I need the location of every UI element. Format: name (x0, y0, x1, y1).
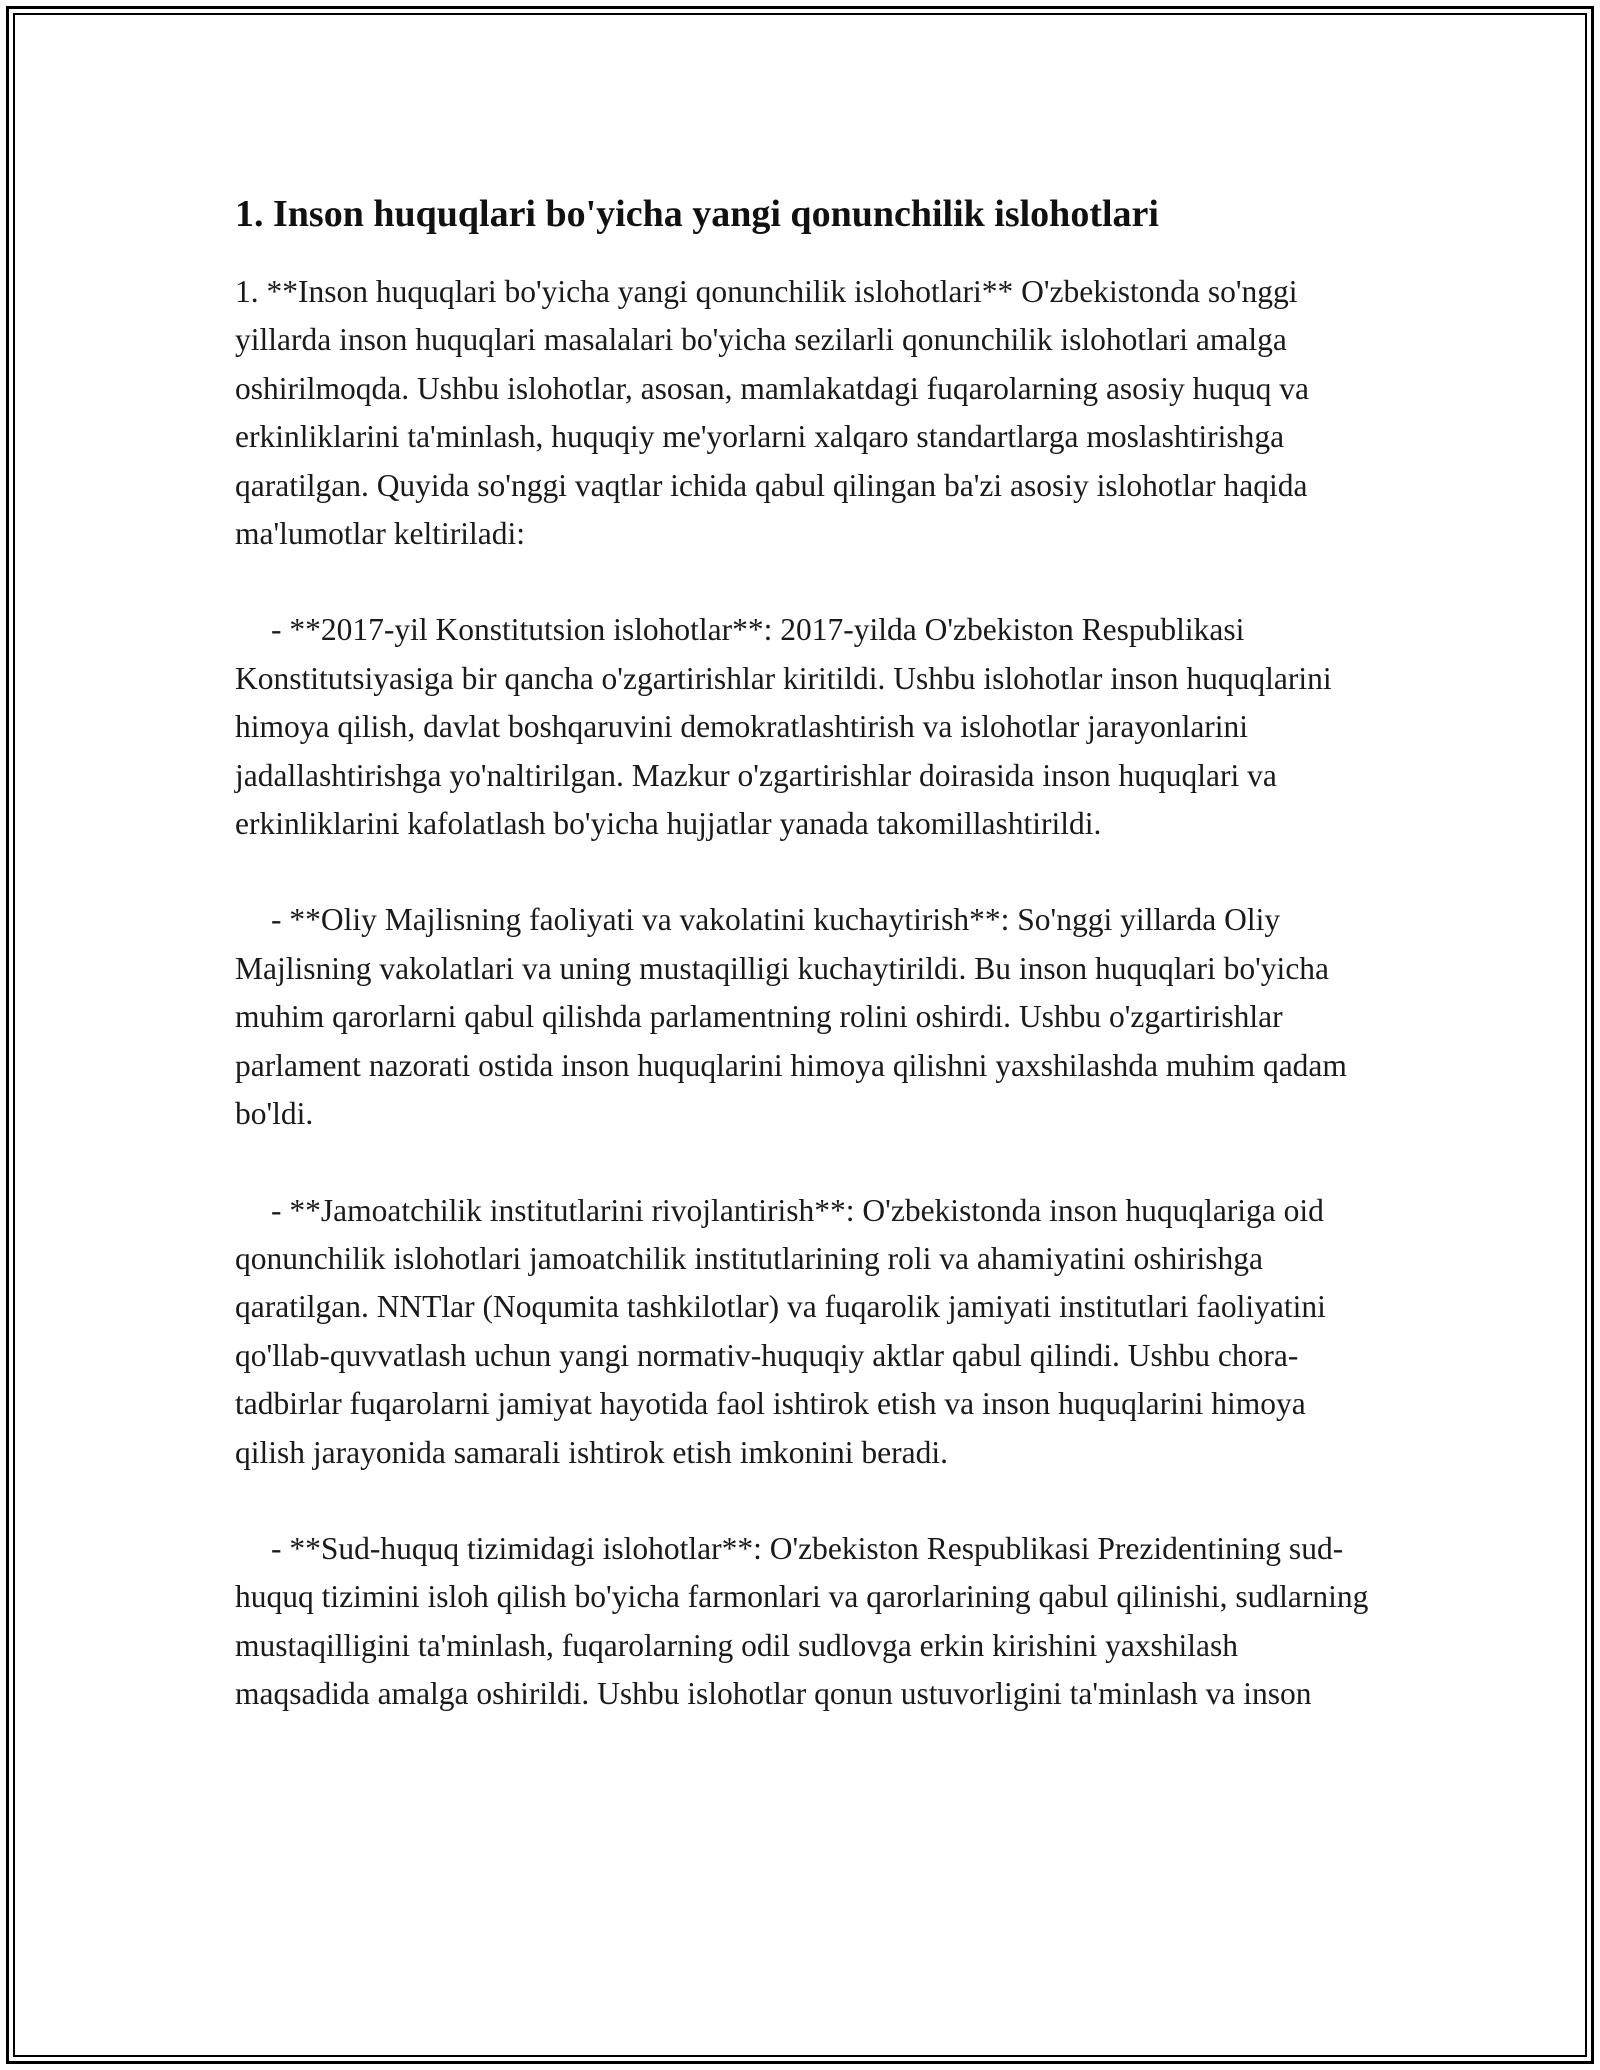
list-item-constitutional-reforms (235, 606, 1370, 848)
list-item-public-institutions (235, 1187, 1370, 1477)
intro-paragraph (235, 268, 1370, 558)
list-item-text: - **Oliy Majlisning faoliyati va vakolatini kuchaytirish**: So'nggi yillarda Oliy Majlisning vakolatlari va uning mustaqilligi kuchaytirildi. Bu inson huquqlari bo'yicha muhim qarorlarni qabul qilishda parlamentning rolini oshirdi. Ushbu o'zgartirishlar parlament nazorati ostida inson huquqlarini himoya qilishni yaxshilashda muhim qadam bo'ldi. (235, 902, 1347, 1132)
document-body (235, 188, 1370, 1767)
list-item-text: - **2017-yil Konstitutsion islohotlar**: 2017-yilda O'zbekiston Respublikasi Konstitutsiyasiga bir qancha o'zgartirishlar kiritildi. Ushbu islohotlar inson huquqlarini himoya qilish, davlat boshqaruvini demokratlashtirish va islohotlar jarayonlarini jadallashtirishga yo'naltirilgan. Mazkur o'zgartirishlar doirasida inson huquqlari va erkinliklarini kafolatlash bo'yicha hujjatlar yanada takomillashtirildi. (235, 612, 1332, 842)
list-item-judicial-reforms (235, 1525, 1370, 1719)
intro-paragraph-text: 1. **Inson huquqlari bo'yicha yangi qonunchilik islohotlari** O'zbekistonda so'nggi yillarda inson huquqlari masalalari bo'yicha sezilarli qonunchilik islohotlari amalga oshirilmoqda. Ushbu islohotlar, asosan, mamlakatdagi fuqarolarning asosiy huquq va erkinliklarini ta'minlash, huquqiy me'yorlarni xalqaro standartlarga moslashtirishga qaratilgan. Quyida so'nggi vaqtlar ichida qabul qilingan ba'zi asosiy islohotlar haqida ma'lumotlar keltiriladi: (235, 274, 1309, 552)
list-item-oliy-majlis (235, 896, 1370, 1138)
list-item-text: - **Sud-huquq tizimidagi islohotlar**: O'zbekiston Respublikasi Prezidentining sud-huquq tizimini isloh qilish bo'yicha farmonlari va qarorlarining qabul qilinishi, sudlarning mustaqilligini ta'minlash, fuqarolarning odil sudlovga erkin kirishini yaxshilash maqsadida amalga oshirildi. Ushbu islohotlar qonun ustuvorligini ta'minlash va inson (235, 1530, 1369, 1712)
list-item-text: - **Jamoatchilik institutlarini rivojlantirish**: O'zbekistonda inson huquqlariga oid qonunchilik islohotlari jamoatchilik institutlarining roli va ahamiyatini oshirishga qaratilgan. NNTlar (Noqumita tashkilotlar) va fuqarolik jamiyati institutlari faoliyatini qo'llab-quvvatlash uchun yangi normativ-huquqiy aktlar qabul qilindi. Ushbu chora-tadbirlar fuqarolarni jamiyat hayotida faol ishtirok etish va inson huquqlarini himoya qilish jarayonida samarali ishtirok etish imkonini beradi. (235, 1192, 1326, 1470)
section-heading: 1. Inson huquqlari bo'yicha yangi qonunchilik islohotlari (235, 193, 1159, 235)
